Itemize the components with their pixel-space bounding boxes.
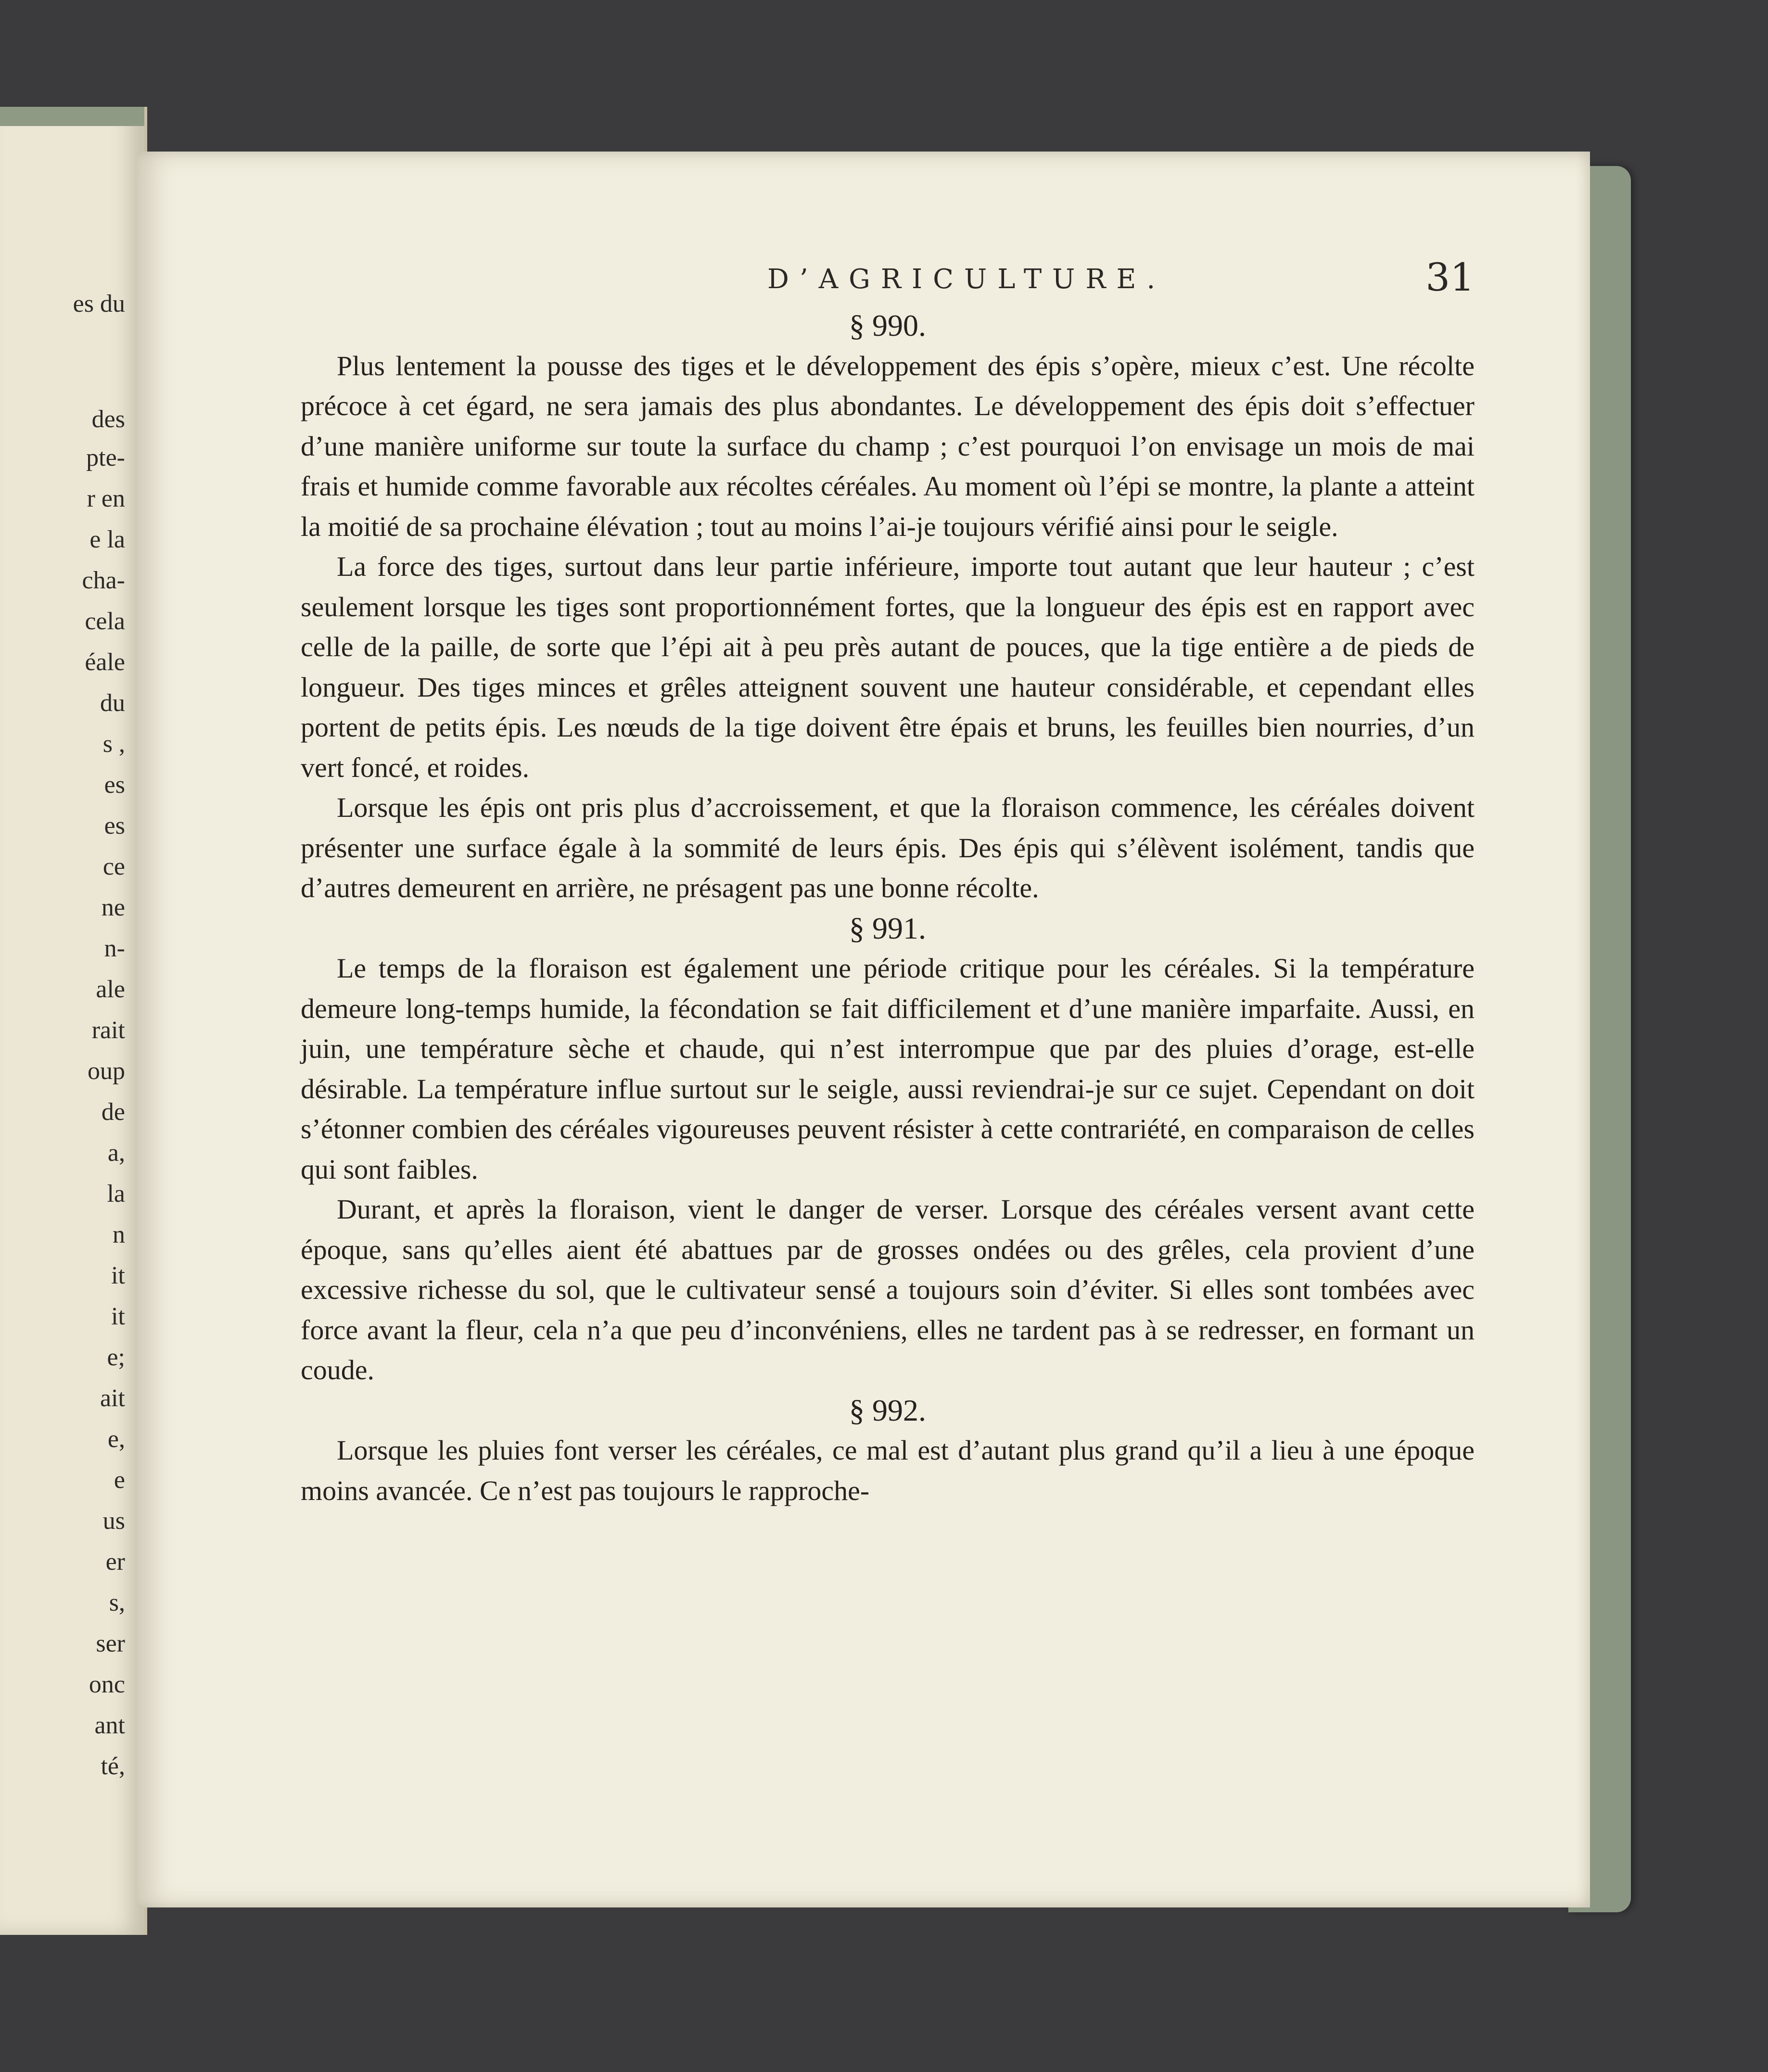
left-page-fragment: éale — [85, 648, 125, 676]
paragraph: Durant, et après la floraison, vient le danger de verser. Lorsque des céréales versent avant cette époque, sans qu’elles aient été abattues par de grosses ondées ou des grêles, cela provient d’une excessive richesse du sol, que le cultivateur sensé a toujours soin d’éviter. Si elles sont tombées avec force avant la fleur, cela n’a que peu d’inconvéniens, elles ne tardent pas à se redresser, en formant un coude. — [301, 1194, 1475, 1386]
left-page-fragment: ant — [94, 1712, 125, 1739]
page-header-title: D’AGRICULTURE. — [767, 264, 1166, 295]
left-page-fragment: es — [104, 771, 125, 799]
left-page-fragment: ce — [102, 853, 125, 880]
left-page-fragment: cha- — [82, 567, 125, 594]
left-page-fragment: e la — [89, 526, 125, 553]
left-page-fragment: ait — [100, 1385, 125, 1412]
left-page-fragment: cela — [85, 608, 125, 635]
section-heading: § 992. — [849, 1393, 926, 1427]
left-page-fragment: des — [91, 406, 125, 433]
left-page — [0, 107, 147, 1935]
left-page-fragment: té, — [101, 1753, 125, 1780]
left-page-fragment: e; — [107, 1344, 125, 1371]
left-page-fragment: r en — [87, 485, 125, 512]
left-cover-edge — [0, 107, 144, 126]
left-page-fragment: s, — [109, 1589, 125, 1616]
left-page-fragment: ne — [101, 894, 125, 921]
left-page-fragment: s , — [102, 730, 125, 758]
section-heading: § 990. — [849, 308, 926, 343]
left-page-fragment: du — [100, 689, 125, 717]
left-page-fragment: er — [105, 1548, 125, 1576]
left-page-fragment: a, — [107, 1139, 125, 1167]
page-body — [301, 305, 1475, 1511]
book-page — [137, 152, 1590, 1907]
left-page-fragment: pte- — [86, 444, 125, 471]
paragraph: Le temps de la floraison est également une période critique pour les céréales. Si la température demeure long-temps humide, la fécondation se fait difficilement et d’une manière imparfaite. Aussi, en juin, une température sèche et chaude, qui n’est interrompue que par des pluies d’orage, est-elle désirable. La température influe surtout sur le seigle, aussi reviendrai-je sur ce sujet. Cependant on doit s’étonner combien des céréales vigoureuses peuvent résister à cette contrariété, en comparaison de celles qui sont faibles. — [301, 953, 1475, 1185]
left-page-fragment: rait — [91, 1017, 125, 1044]
paragraph: La force des tiges, surtout dans leur partie inférieure, importe tout autant que leur hauteur ; c’est seulement lorsque les tiges sont proportionnément fortes, que la longueur des épis est en rapport avec celle de la paille, de sorte que l’épi ait à peu près autant de pouces, que la tige entière a de pieds de longueur. Des tiges minces et grêles atteignent souvent une hauteur considérable, et cependant elles portent de petits épis. Les nœuds de la tige doivent être épais et bruns, les feuilles bien nourries, d’un vert foncé, et roides. — [301, 551, 1475, 783]
left-page-fragment: it — [111, 1303, 125, 1330]
section-heading: § 991. — [849, 911, 926, 945]
left-page-fragment: e, — [107, 1425, 125, 1453]
left-page-fragment: onc — [89, 1671, 125, 1698]
left-page-fragment: la — [107, 1180, 125, 1208]
left-page-fragment: n- — [104, 935, 125, 962]
paragraph: Lorsque les épis ont pris plus d’accroissement, et que la floraison commence, les céréales doivent présenter une surface égale à la sommité de leurs épis. Des épis qui s’élèvent isolément, tandis que d’autres demeurent en arrière, ne présagent pas une bonne récolte. — [301, 792, 1475, 903]
left-page-fragment: de — [101, 1098, 125, 1126]
page-number: 31 — [1425, 255, 1475, 300]
left-page-fragment: ser — [96, 1630, 125, 1657]
left-page-fragment: us — [102, 1507, 125, 1535]
left-page-fragment: n — [113, 1221, 125, 1248]
paragraph: Plus lentement la pousse des tiges et le développement des épis s’opère, mieux c’est. Une récolte précoce à cet égard, ne sera jamais des plus abondantes. Le développement des épis doit s’effectuer d’une manière uniforme sur toute la surface du champ ; c’est pourquoi l’on envisage un mois de mai frais et humide comme favorable aux récoltes céréales. Au moment où l’épi se montre, la plante a atteint la moitié de sa prochaine élévation ; tout au moins l’ai-je toujours vérifié ainsi pour le seigle. — [301, 350, 1475, 542]
left-page-fragment: es du — [73, 290, 125, 318]
running-head — [628, 250, 1475, 303]
left-page-fragment: e — [114, 1466, 125, 1494]
paragraph: Lorsque les pluies font verser les céréales, ce mal est d’autant plus grand qu’il a lieu à une époque moins avancée. Ce n’est pas toujours le rapproche- — [301, 1435, 1475, 1506]
left-page-fragment: oup — [88, 1057, 125, 1085]
left-page-fragment: ale — [96, 976, 125, 1003]
left-page-fragment: it — [111, 1262, 125, 1289]
left-page-fragment: es — [104, 812, 125, 839]
